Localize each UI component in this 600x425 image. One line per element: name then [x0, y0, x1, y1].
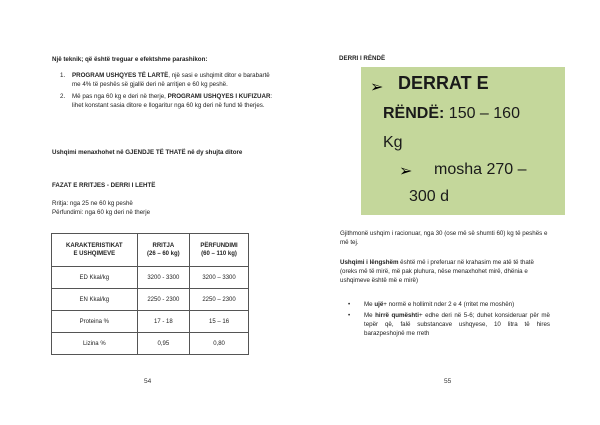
- table-cell: 2250 – 2300: [190, 289, 249, 311]
- list-item: [60, 71, 275, 89]
- bullet-icon: •: [348, 301, 351, 308]
- header-characteristics: KARAKTERISTIKAT E USHQIMEVE: [52, 234, 138, 267]
- table-row: [52, 289, 249, 311]
- liquid-feed-paragraph: [340, 258, 550, 285]
- table-cell: ED Kkal/kg: [52, 267, 138, 289]
- box-title-line2: RËNDË: 150 – 160: [383, 105, 520, 122]
- list-item-pre: Më pas nga 60 kg e deri në therje,: [72, 93, 168, 100]
- maintenance-bold: GJENDJE TË THATË: [125, 149, 186, 156]
- table-cell: 3200 - 3300: [137, 267, 189, 289]
- table-cell: 3200 – 3300: [190, 267, 249, 289]
- table-cell: EN Kkal/kg: [52, 289, 138, 311]
- table-cell: 2250 - 2300: [137, 289, 189, 311]
- liquid-feed-text: është më i preferuar në krahasim me atë të thatë (oreks më të mirë, më pak pluhura, nëse menaxhohet mirë, dhënia e ushqimeve është më e mirë): [340, 259, 534, 284]
- table-row: [52, 333, 249, 355]
- growth-info: [52, 199, 282, 217]
- maintenance-post: në dy shujta ditore: [185, 149, 243, 156]
- table-cell: 0,95: [137, 333, 189, 355]
- table-cell: 15 – 16: [190, 311, 249, 333]
- highlight-box: [361, 67, 565, 215]
- list-item: • Me ujë+ normë e hollimit nder 2 e 4 (rritet me moshën): [348, 301, 515, 308]
- list-item-bold: PROGRAM USHQYES TË LARTË: [72, 72, 169, 79]
- list-item: • Me hirrë qumështi+ edhe deri në 5-6; duhet konsideruar për më tepër që, falë substancave ushqyese, 10 litra të hires barazpeshojnë me rreth: [348, 312, 550, 337]
- list-item-text: : lihet konstant sasia ditore e llogaritur nga 60 kg deri në fund të therjes.: [72, 93, 273, 109]
- finish-line: Përfundimi: nga 60 kg deri në therje: [52, 209, 151, 216]
- maintenance-text: [52, 148, 282, 157]
- box-unit: Kg: [383, 134, 403, 151]
- maintenance-pre: Ushqimi menaxhohet në: [52, 149, 126, 156]
- bullet-icon: •: [348, 312, 351, 319]
- list-item: [60, 92, 275, 110]
- arrow-bullet-icon: ➢: [399, 163, 413, 180]
- nutrition-table: [51, 233, 249, 355]
- table-row: [52, 311, 249, 333]
- table-cell: Proteina %: [52, 311, 138, 333]
- list-number: 2.: [60, 93, 66, 100]
- phase-heading: FAZAT E RRITJES - DERRI I LEHTË: [52, 182, 156, 189]
- table-cell: Lizina %: [52, 333, 138, 355]
- table-cell: 0,80: [190, 333, 249, 355]
- table-cell: 17 - 18: [137, 311, 189, 333]
- header-finish: PËRFUNDIMI (60 – 110 kg): [190, 234, 249, 267]
- liquid-feed-bold: Ushqimi i lëngshëm: [340, 259, 399, 266]
- growth-line: Rritja: nga 25 ne 60 kg peshë: [52, 200, 133, 207]
- box-age: mosha 270 –: [434, 161, 527, 178]
- box-age-line2: 300 d: [409, 188, 450, 205]
- list-item-text: , një sasi e ushqimit ditor e barabartë me 4% të peshës së gjallë deri në arritjen e 60 kg peshë.: [72, 72, 270, 88]
- header-growth: RRITJA (26 – 60 kg): [137, 234, 189, 267]
- dilution-bullet-list: [348, 300, 550, 340]
- intro-text: Një teknik; që është treguar e efektshme parashikon:: [52, 56, 208, 63]
- list-item-bold: PROGRAMI USHQYES I KUFIZUAR: [167, 93, 271, 100]
- feeding-program-list: [60, 71, 275, 113]
- page-number-right: 55: [444, 378, 452, 385]
- right-page: [300, 0, 600, 425]
- arrow-bullet-icon: ➢: [370, 79, 384, 96]
- box-title: DERRAT E: [398, 73, 489, 93]
- right-heading: DERRI I RËNDË: [339, 55, 386, 62]
- table-row: [52, 267, 249, 289]
- ration-paragraph: Gjithmonë ushqim i racionuar, nga 30 (ose më së shumti 60) kg të peshës e më tej.: [340, 230, 548, 246]
- page-number-left: 54: [144, 378, 152, 385]
- table-header-row: [52, 234, 249, 267]
- list-number: 1.: [60, 72, 66, 79]
